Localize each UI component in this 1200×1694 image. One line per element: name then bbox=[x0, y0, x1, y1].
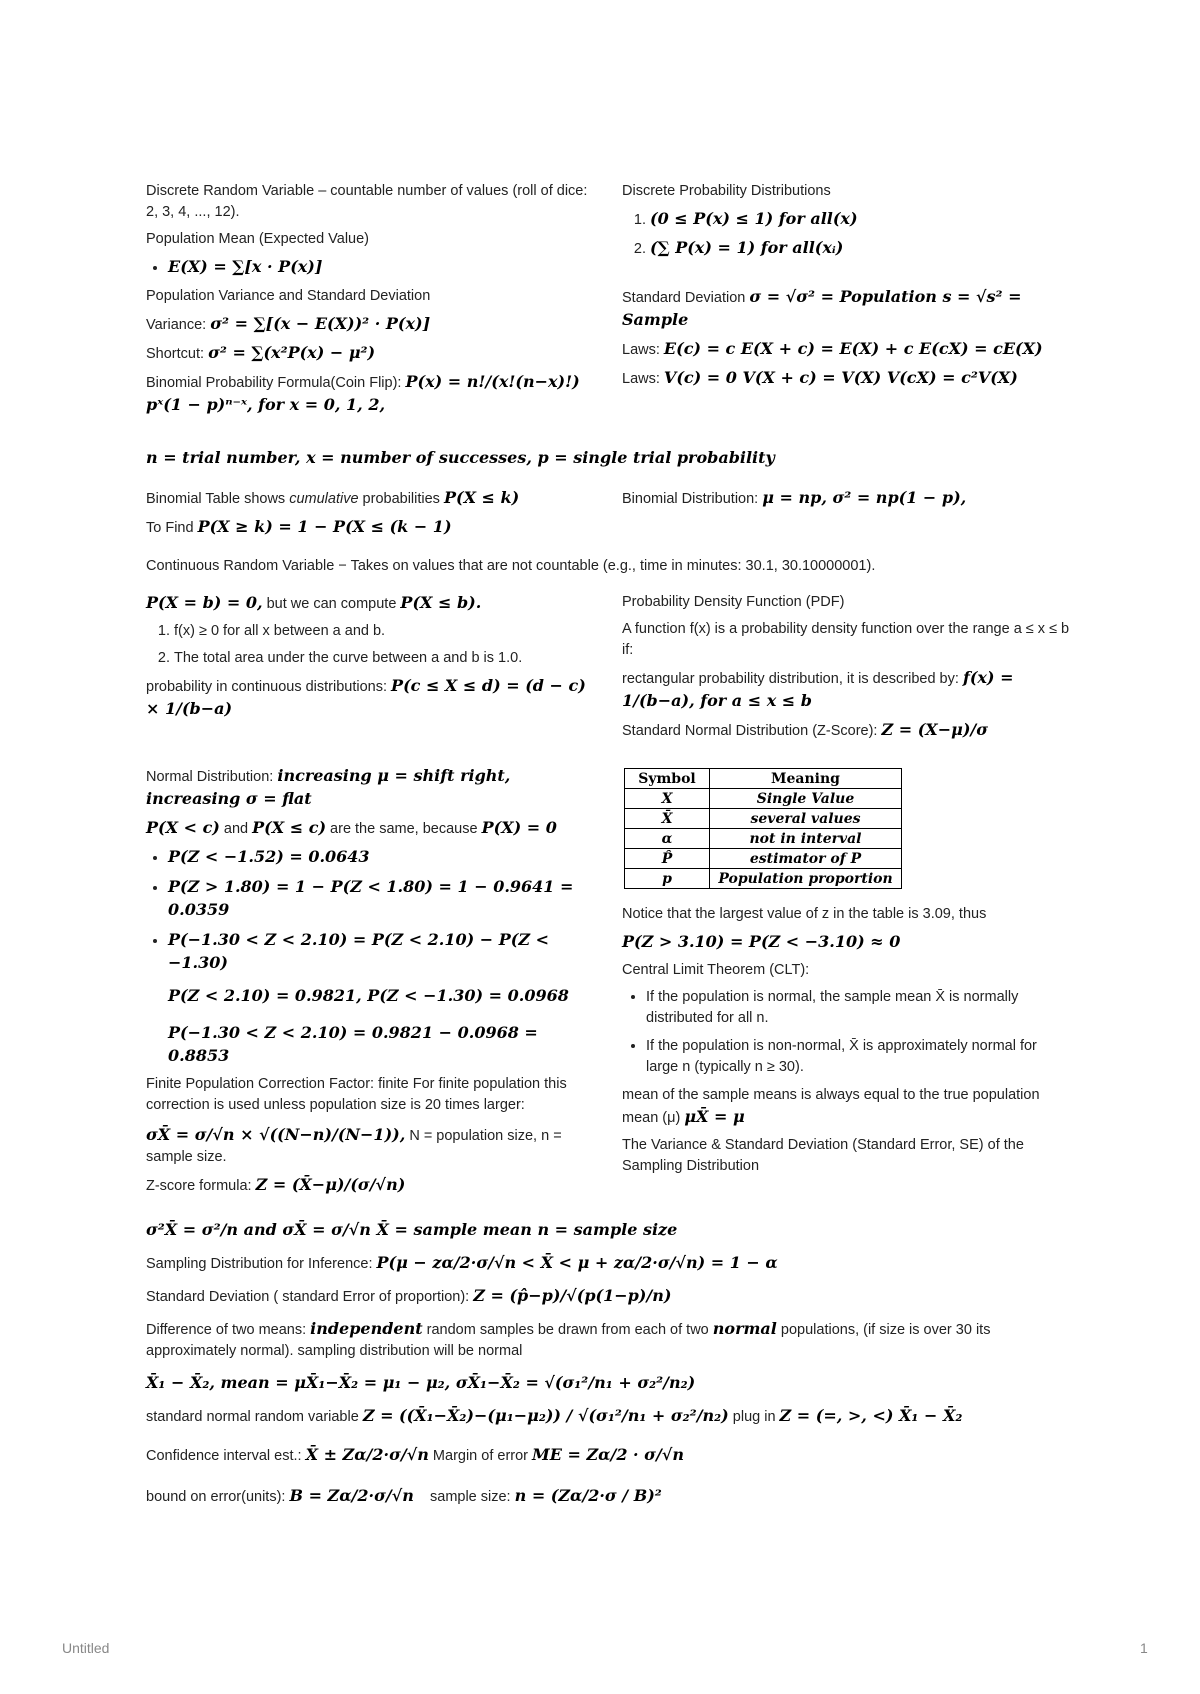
normal-example-5: P(−1.30 < Z < 2.10) = 0.9821 − 0.0968 = 0.8853 bbox=[168, 1023, 538, 1065]
prob-continuous-line bbox=[146, 675, 591, 721]
table-row bbox=[625, 789, 902, 809]
normal-word: normal bbox=[712, 1319, 777, 1338]
rect-line bbox=[622, 667, 1072, 713]
normal-example-4-line bbox=[146, 985, 596, 1008]
boe-formula: B = Zα/2·σ/√n bbox=[289, 1486, 414, 1505]
symbol-cell: α bbox=[625, 829, 710, 849]
normal-example-5-line bbox=[146, 1022, 596, 1068]
variance-formula: σ² = ∑[(x − E(X))² · P(x)] bbox=[210, 314, 431, 333]
sampling-line bbox=[146, 1252, 1076, 1275]
sep-formula: Z = (p̂−p)/√(p(1−p)/n) bbox=[473, 1286, 672, 1305]
symbol-cell: X bbox=[625, 789, 710, 809]
clt-mean-line bbox=[622, 1085, 1072, 1129]
bottom-section bbox=[146, 1219, 1076, 1514]
binom-dist-formula: μ = np, σ² = np(1 − p), bbox=[762, 488, 967, 507]
clt-list bbox=[622, 987, 1072, 1078]
laws-label: Laws: bbox=[622, 342, 660, 358]
laws-label: Laws: bbox=[622, 371, 660, 387]
plug-label: plug in bbox=[732, 1409, 776, 1425]
symbol-cell: p bbox=[625, 869, 710, 889]
snrv-label: standard normal random variable bbox=[146, 1409, 359, 1425]
drv-definition: Discrete Random Variable – countable number of values (roll of dice: 2, 3, 4, ..., 12). bbox=[146, 183, 588, 220]
pxleb-formula: P(X ≤ b). bbox=[400, 593, 482, 612]
boe-label: bound on error(units): bbox=[146, 1489, 286, 1505]
notice-text: Notice that the largest value of z in the table is 3.09, thus bbox=[622, 906, 987, 922]
normal-examples bbox=[146, 846, 596, 975]
binom-dist-label: Binomial Distribution: bbox=[622, 491, 759, 507]
table-row bbox=[625, 829, 902, 849]
to-find-line bbox=[146, 516, 606, 539]
laws-v-line bbox=[622, 367, 1072, 390]
clt-var-text: The Variance & Standard Deviation (Standard Error, SE) of the Sampling Distribution bbox=[622, 1137, 1024, 1174]
normal-example-4: P(Z < 2.10) = 0.9821, P(Z < −1.30) = 0.0968 bbox=[168, 986, 569, 1005]
zscore-formula: Z = (X̄−μ)/(σ/√n) bbox=[255, 1175, 406, 1194]
normal-example-2: P(Z > 1.80) = 1 − P(Z < 1.80) = 1 − 0.9641 = 0.0359 bbox=[168, 877, 574, 919]
diff-label: Difference of two means: bbox=[146, 1322, 307, 1338]
se-line bbox=[146, 1219, 1076, 1242]
independent-word: independent bbox=[310, 1319, 423, 1338]
snrv-formula: Z = ((X̄₁−X̄₂)−(μ₁−μ₂)) / √(σ₁²/n₁ + σ₂²/n₂) bbox=[362, 1406, 729, 1425]
same-b: P(X ≤ c) bbox=[252, 818, 327, 837]
footer-page-number: 1 bbox=[1140, 1640, 1148, 1656]
diff-text-b: random samples be drawn from each of two bbox=[426, 1322, 709, 1338]
variance-line bbox=[146, 313, 596, 336]
fpc-formula-line bbox=[146, 1124, 596, 1168]
ci-formula: X̄ ± Zα/2·σ/√n bbox=[305, 1445, 429, 1464]
clt-mean-formula: μX̄ = μ bbox=[684, 1107, 745, 1126]
szd-line bbox=[622, 719, 1072, 742]
moe-label: Margin of error bbox=[432, 1448, 529, 1464]
laws-e-formula: E(c) = c E(X + c) = E(X) + c E(cX) = cE(X) bbox=[663, 339, 1043, 358]
sd-formula: σ = √σ² = Population s = √s² = Sample bbox=[622, 287, 1022, 329]
but-text: but we can compute bbox=[266, 596, 397, 612]
shortcut-label: Shortcut: bbox=[146, 346, 205, 362]
normal-distribution bbox=[146, 765, 596, 1203]
normal-example-1: P(Z < −1.52) = 0.0643 bbox=[168, 847, 370, 866]
prob-continuous-formula: P(c ≤ X ≤ d) = (d − c) × 1/(b−a) bbox=[146, 676, 586, 718]
meaning-cell: several values bbox=[710, 809, 902, 829]
meaning-cell: Population proportion bbox=[710, 869, 902, 889]
normal-example-3: P(−1.30 < Z < 2.10) = P(Z < 2.10) − P(Z < −1.30) bbox=[168, 930, 550, 972]
meaning-cell: Single Value bbox=[710, 789, 902, 809]
left-column-top bbox=[146, 181, 596, 423]
same-a: P(X < c) bbox=[146, 818, 220, 837]
shortcut-line bbox=[146, 342, 596, 365]
to-find-label: To Find bbox=[146, 520, 194, 536]
symbol-cell: P̂ bbox=[625, 849, 710, 869]
laws-e-line bbox=[622, 338, 1072, 361]
list-item bbox=[168, 846, 596, 869]
szd-formula: Z = (X−μ)/σ bbox=[881, 720, 989, 739]
plug-formula: Z = (=, >, <) X̄₁ − X̄₂ bbox=[779, 1406, 963, 1425]
list-item: • If the population is non-normal, X̄ is approximately normal for large n (typically n ≥ 30). bbox=[646, 1036, 1072, 1078]
probabilities-word: probabilities bbox=[362, 491, 440, 507]
sd-label: Standard Deviation bbox=[622, 290, 746, 306]
binomial-formula: P(x) = n!/(x!(n−x)!) pˣ(1 − p)ⁿ⁻ˣ, for x = 0, 1, 2, bbox=[146, 372, 580, 414]
list-item: 2. The total area under the curve between a and b is 1.0. bbox=[174, 648, 591, 669]
fpc-note: N = population size, n = sample size. bbox=[146, 1128, 562, 1165]
to-find-formula: P(X ≥ k) = 1 − P(X ≤ (k − 1) bbox=[197, 517, 452, 536]
variance-label: Variance: bbox=[146, 317, 207, 333]
binomial-formula-line bbox=[146, 371, 596, 417]
boe-line bbox=[146, 1485, 1076, 1508]
clt-title: Central Limit Theorem (CLT): bbox=[622, 962, 810, 978]
list-item bbox=[168, 256, 596, 279]
binom-table-text: Binomial Table shows bbox=[146, 491, 286, 507]
rect-label: rectangular probability distribution, it is described by: bbox=[622, 671, 959, 687]
symbol-table bbox=[624, 768, 902, 889]
pxb-formula: P(X = b) = 0, bbox=[146, 593, 263, 612]
dpd-rule-1: (0 ≤ P(x) ≤ 1) for all(x) bbox=[650, 209, 858, 228]
zscore-line bbox=[146, 1174, 596, 1197]
list-item bbox=[168, 876, 596, 922]
ss-label: sample size: bbox=[430, 1489, 511, 1505]
table-row bbox=[625, 849, 902, 869]
dpd-title: Discrete Probability Distributions bbox=[622, 183, 831, 199]
list-item bbox=[168, 929, 596, 975]
list-item: 1. f(x) ≥ 0 for all x between a and b. bbox=[174, 621, 591, 642]
header-meaning: Meaning bbox=[710, 769, 902, 789]
pxb-line bbox=[146, 592, 591, 615]
dpd-rules bbox=[622, 208, 1072, 260]
binomial-distribution bbox=[622, 487, 1072, 510]
list-item: • If the population is normal, the sample mean X̄ is normally distributed for all n. bbox=[646, 987, 1072, 1029]
laws-v-formula: V(c) = 0 V(X + c) = V(X) V(cX) = c²V(X) bbox=[663, 368, 1018, 387]
moe-formula: ME = Zα/2 · σ/√n bbox=[532, 1445, 684, 1464]
pdf-rules bbox=[146, 621, 591, 669]
pop-mean-formula: E(X) = ∑[x · P(x)] bbox=[168, 257, 323, 276]
binomial-table-line bbox=[146, 487, 606, 510]
pdf-desc: A function f(x) is a probability density function over the range a ≤ x ≤ b if: bbox=[622, 621, 1070, 658]
same-c: P(X) = 0 bbox=[481, 818, 557, 837]
continuous-definition: Continuous Random Variable − Takes on values that are not countable (e.g., time in minutes: 30.1, 30.10000001). bbox=[146, 558, 876, 574]
and-text: and bbox=[223, 821, 249, 837]
pop-var-title: Population Variance and Standard Deviation bbox=[146, 288, 431, 304]
diff-text-c: populations, (if size is over 30 its approximately normal). sampling distribution will be normal bbox=[146, 1322, 991, 1359]
list-item bbox=[650, 208, 1072, 231]
shortcut-formula: σ² = ∑(x²P(x) − μ²) bbox=[208, 343, 376, 362]
prob-continuous-label: probability in continuous distributions: bbox=[146, 679, 387, 695]
sep-line bbox=[146, 1285, 1076, 1308]
rect-formula: f(x) = 1/(b−a), for a ≤ x ≤ b bbox=[622, 668, 1014, 710]
dpd-rule-2: (∑ P(x) = 1) for all(xᵢ) bbox=[650, 238, 844, 257]
meaning-cell: not in interval bbox=[710, 829, 902, 849]
diff-formula-line bbox=[146, 1372, 1076, 1395]
notice-formula: P(Z > 3.10) = P(Z < −3.10) ≈ 0 bbox=[622, 932, 901, 951]
binomial-table-block bbox=[146, 487, 606, 545]
szd-label: Standard Normal Distribution (Z-Score): bbox=[622, 723, 878, 739]
symbol-cell: X̄ bbox=[625, 809, 710, 829]
sampling-formula: P(μ − zα/2·σ/√n < X̄ < μ + zα/2·σ/√n) = 1 − α bbox=[376, 1253, 778, 1272]
table-row bbox=[625, 809, 902, 829]
continuous-left bbox=[146, 592, 591, 727]
trial-formula: n = trial number, x = number of successes, p = single trial probability bbox=[146, 448, 775, 467]
ss-formula: n = (Zα/2·σ / B)² bbox=[514, 1486, 662, 1505]
pop-mean-list bbox=[146, 256, 596, 279]
fpc-formula: σX̄ = σ/√n × √((N−n)/(N−1)), bbox=[146, 1125, 406, 1144]
se-formula: σ²X̄ = σ²/n and σX̄ = σ/√n X̄ = sample mean n = sample size bbox=[146, 1220, 678, 1239]
meaning-cell: estimator of P bbox=[710, 849, 902, 869]
clt-mean-text: mean of the sample means is always equal to the true population mean (μ) bbox=[622, 1087, 1040, 1126]
continuous-right bbox=[622, 592, 1072, 748]
pop-mean-title: Population Mean (Expected Value) bbox=[146, 231, 370, 247]
ci-line bbox=[146, 1444, 1076, 1467]
footer-title: Untitled bbox=[62, 1640, 110, 1656]
snrv-line bbox=[146, 1405, 1076, 1428]
sd-line bbox=[622, 286, 1072, 332]
cumulative-word: cumulative bbox=[289, 491, 359, 507]
sampling-label: Sampling Distribution for Inference: bbox=[146, 1256, 373, 1272]
table-header-row bbox=[625, 769, 902, 789]
sep-label: Standard Deviation ( standard Error of proportion): bbox=[146, 1289, 470, 1305]
same-text: are the same, because bbox=[330, 821, 478, 837]
normal-desc: increasing μ = shift right, increasing σ = flat bbox=[146, 766, 511, 808]
binom-table-formula: P(X ≤ k) bbox=[443, 488, 520, 507]
table-row bbox=[625, 869, 902, 889]
diff-formula: X̄₁ − X̄₂, mean = μX̄₁−X̄₂ = μ₁ − μ₂, σX̄₁−X̄₂ = √(σ₁²/n₁ + σ₂²/n₂) bbox=[146, 1373, 696, 1392]
pdf-title: Probability Density Function (PDF) bbox=[622, 594, 845, 610]
binomial-label: Binomial Probability Formula(Coin Flip): bbox=[146, 375, 402, 391]
list-item bbox=[650, 237, 1072, 260]
ci-label: Confidence interval est.: bbox=[146, 1448, 302, 1464]
same-line bbox=[146, 817, 596, 840]
normal-line bbox=[146, 765, 596, 811]
right-column-top bbox=[622, 181, 1072, 396]
normal-label: Normal Distribution: bbox=[146, 769, 274, 785]
fpc-text: Finite Population Correction Factor: finite For finite population this correction is used unless population size is 20 times larger: bbox=[146, 1076, 567, 1113]
zscore-label: Z-score formula: bbox=[146, 1178, 252, 1194]
diff-line bbox=[146, 1318, 1076, 1362]
notice-formula-line bbox=[622, 931, 1072, 954]
clt-block bbox=[622, 904, 1072, 1183]
trial-line bbox=[146, 447, 1076, 470]
header-symbol: Symbol bbox=[625, 769, 710, 789]
